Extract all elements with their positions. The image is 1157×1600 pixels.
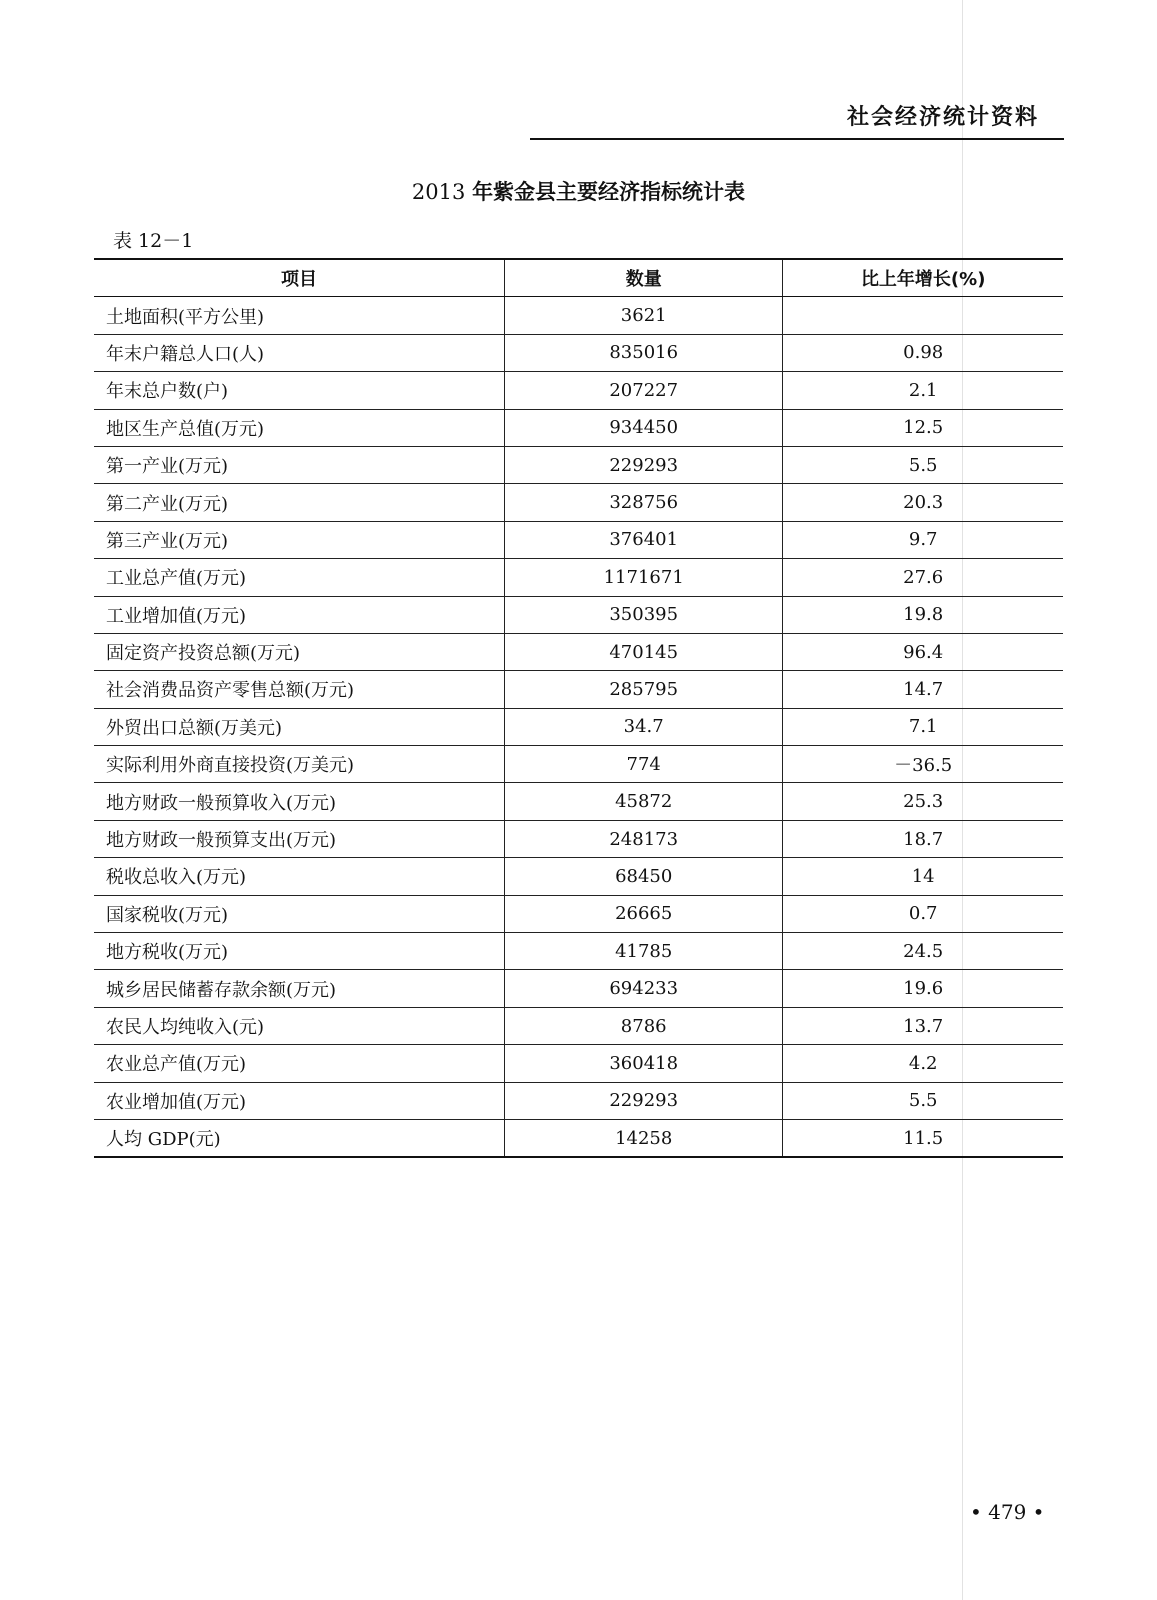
table-header-row — [94, 259, 1063, 297]
cell-growth: 25.3 — [783, 783, 1063, 820]
cell-item: 第一产业(万元) — [94, 446, 505, 483]
cell-growth: 0.7 — [783, 895, 1063, 932]
cell-quantity: 360418 — [505, 1045, 783, 1082]
cell-quantity: 1171671 — [505, 559, 783, 596]
cell-quantity: 8786 — [505, 1007, 783, 1044]
cell-growth: 11.5 — [783, 1119, 1063, 1157]
cell-growth: 96.4 — [783, 633, 1063, 670]
table-row — [94, 1007, 1063, 1044]
cell-item: 税收总收入(万元) — [94, 858, 505, 895]
cell-quantity: 934450 — [505, 409, 783, 446]
cell-growth: 20.3 — [783, 484, 1063, 521]
cell-item: 农业总产值(万元) — [94, 1045, 505, 1082]
cell-quantity: 14258 — [505, 1119, 783, 1157]
cell-growth: 27.6 — [783, 559, 1063, 596]
table-row — [94, 1119, 1063, 1157]
title-text: 年紫金县主要经济指标统计表 — [472, 180, 746, 204]
cell-quantity: 68450 — [505, 858, 783, 895]
table-row — [94, 446, 1063, 483]
cell-item: 工业总产值(万元) — [94, 559, 505, 596]
cell-growth: 24.5 — [783, 933, 1063, 970]
cell-item: 第二产业(万元) — [94, 484, 505, 521]
table-row — [94, 409, 1063, 446]
cell-quantity: 350395 — [505, 596, 783, 633]
section-title: 社会经济统计资料 — [846, 105, 1039, 130]
cell-item: 社会消费品资产零售总额(万元) — [94, 671, 505, 708]
cell-item: 城乡居民储蓄存款余额(万元) — [94, 970, 505, 1007]
table-row — [94, 521, 1063, 558]
cell-quantity: 694233 — [505, 970, 783, 1007]
table-row — [94, 633, 1063, 670]
cell-item: 地方税收(万元) — [94, 933, 505, 970]
cell-quantity: 248173 — [505, 820, 783, 857]
table-row — [94, 858, 1063, 895]
cell-growth: 5.5 — [783, 446, 1063, 483]
table-row — [94, 671, 1063, 708]
table-row — [94, 708, 1063, 745]
cell-item: 实际利用外商直接投资(万美元) — [94, 746, 505, 783]
page-number: • 479 • — [970, 1500, 1045, 1524]
cell-growth: 18.7 — [783, 820, 1063, 857]
cell-quantity: 41785 — [505, 933, 783, 970]
cell-quantity: 835016 — [505, 334, 783, 371]
table-row — [94, 1082, 1063, 1119]
cell-quantity: 774 — [505, 746, 783, 783]
table-row — [94, 484, 1063, 521]
cell-item: 外贸出口总额(万美元) — [94, 708, 505, 745]
cell-growth: 2.1 — [783, 372, 1063, 409]
cell-quantity: 470145 — [505, 633, 783, 670]
table-row — [94, 783, 1063, 820]
column-header-growth: 比上年增长(%) — [783, 259, 1063, 297]
cell-quantity: 328756 — [505, 484, 783, 521]
table-row — [94, 820, 1063, 857]
table-row — [94, 1045, 1063, 1082]
table-label: 表 12－1 — [113, 230, 194, 252]
cell-item: 固定资产投资总额(万元) — [94, 633, 505, 670]
column-header-item: 项目 — [94, 259, 505, 297]
cell-growth: 19.8 — [783, 596, 1063, 633]
cell-item: 年末户籍总人口(人) — [94, 334, 505, 371]
cell-item: 地方财政一般预算收入(万元) — [94, 783, 505, 820]
cell-quantity: 229293 — [505, 1082, 783, 1119]
document-title — [0, 176, 1157, 206]
cell-growth: 5.5 — [783, 1082, 1063, 1119]
table-row — [94, 559, 1063, 596]
cell-growth — [783, 297, 1063, 334]
statistics-table — [94, 258, 1063, 1158]
cell-item: 年末总户数(户) — [94, 372, 505, 409]
cell-growth: 7.1 — [783, 708, 1063, 745]
cell-growth: 0.98 — [783, 334, 1063, 371]
table-body — [94, 297, 1063, 1157]
cell-item: 第三产业(万元) — [94, 521, 505, 558]
cell-quantity: 34.7 — [505, 708, 783, 745]
cell-growth: 14.7 — [783, 671, 1063, 708]
cell-quantity: 207227 — [505, 372, 783, 409]
cell-item: 地区生产总值(万元) — [94, 409, 505, 446]
cell-quantity: 26665 — [505, 895, 783, 932]
table-row — [94, 596, 1063, 633]
table-row — [94, 970, 1063, 1007]
table-row — [94, 297, 1063, 334]
table-row — [94, 933, 1063, 970]
cell-growth: 12.5 — [783, 409, 1063, 446]
cell-item: 农业增加值(万元) — [94, 1082, 505, 1119]
cell-item: 农民人均纯收入(元) — [94, 1007, 505, 1044]
cell-item: 人均 GDP(元) — [94, 1119, 505, 1157]
table-row — [94, 372, 1063, 409]
table-row — [94, 334, 1063, 371]
cell-quantity: 285795 — [505, 671, 783, 708]
cell-growth: 9.7 — [783, 521, 1063, 558]
cell-growth: 19.6 — [783, 970, 1063, 1007]
cell-growth: 4.2 — [783, 1045, 1063, 1082]
table-row — [94, 746, 1063, 783]
cell-item: 地方财政一般预算支出(万元) — [94, 820, 505, 857]
cell-quantity: 376401 — [505, 521, 783, 558]
cell-growth: 14 — [783, 858, 1063, 895]
table-row — [94, 895, 1063, 932]
cell-growth: －36.5 — [783, 746, 1063, 783]
column-header-quantity: 数量 — [505, 259, 783, 297]
title-year: 2013 — [411, 180, 466, 204]
cell-growth: 13.7 — [783, 1007, 1063, 1044]
cell-quantity: 3621 — [505, 297, 783, 334]
cell-item: 工业增加值(万元) — [94, 596, 505, 633]
cell-quantity: 229293 — [505, 446, 783, 483]
cell-item: 国家税收(万元) — [94, 895, 505, 932]
header-rule — [530, 138, 1064, 140]
cell-item: 土地面积(平方公里) — [94, 297, 505, 334]
cell-quantity: 45872 — [505, 783, 783, 820]
